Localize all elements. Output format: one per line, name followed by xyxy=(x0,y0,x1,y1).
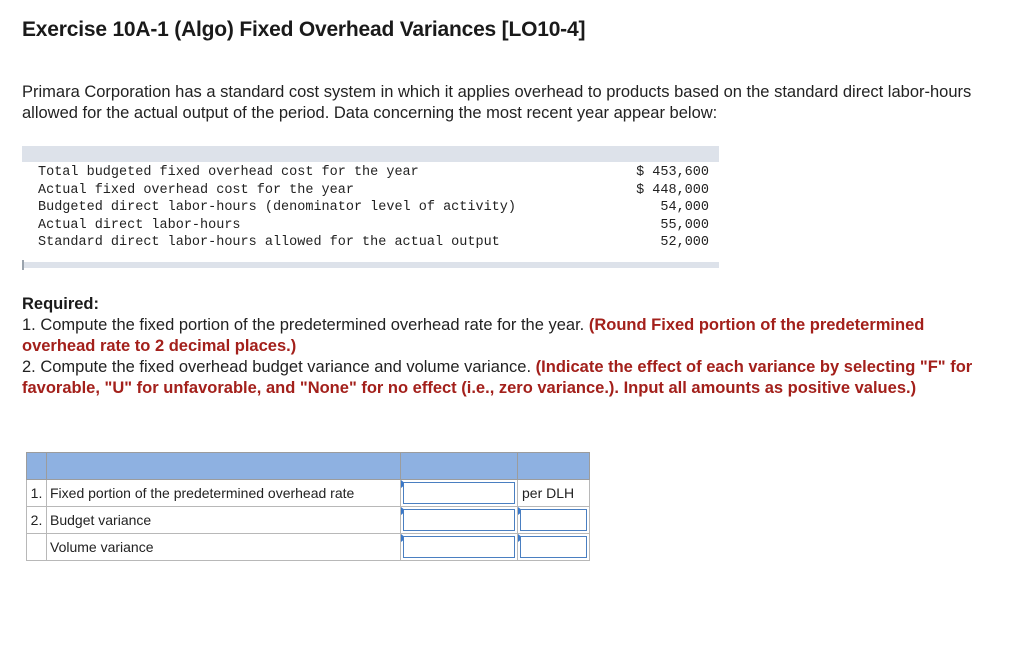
fixed-rate-input[interactable] xyxy=(403,482,515,504)
data-row-value: $ 453,600 xyxy=(636,165,709,180)
answer-table-header xyxy=(27,453,590,480)
data-row-total-budgeted-fixed-overhead xyxy=(38,164,712,181)
volume-variance-effect-cell xyxy=(518,534,590,561)
required-item-2-text: 2. Compute the fixed overhead budget variance and volume variance. xyxy=(22,358,532,376)
budget-variance-effect-select[interactable] xyxy=(520,509,587,531)
volume-variance-amount-cell xyxy=(401,534,518,561)
data-row-value: 54,000 xyxy=(660,200,709,215)
data-row-label: Actual fixed overhead cost for the year xyxy=(38,182,354,198)
data-row-label: Standard direct labor-hours allowed for the actual output xyxy=(38,235,500,250)
required-item-1 xyxy=(22,315,997,357)
answer-table xyxy=(26,452,590,561)
budget-variance-amount-cell xyxy=(401,507,518,534)
volume-variance-input[interactable] xyxy=(403,536,515,558)
header-cell-amount xyxy=(401,453,518,480)
data-row-label: Total budgeted fixed overhead cost for the year xyxy=(38,165,419,180)
data-row-value: $ 448,000 xyxy=(636,182,709,198)
data-row-label: Budgeted direct labor-hours (denominator level of activity) xyxy=(38,200,516,215)
data-table-edge-marker xyxy=(22,260,24,270)
budget-variance-effect-cell xyxy=(518,507,590,534)
unit-cell xyxy=(518,480,590,507)
answer-row-budget-variance xyxy=(27,507,590,534)
row-number xyxy=(27,534,47,561)
data-table-top-bar xyxy=(22,146,719,162)
row-number: 1. xyxy=(27,480,47,507)
row-number: 2. xyxy=(27,507,47,534)
budget-variance-input[interactable] xyxy=(403,509,515,531)
given-data-table xyxy=(22,146,719,268)
header-cell-num xyxy=(27,453,47,480)
page-title: Exercise 10A-1 (Algo) Fixed Overhead Variances [LO10-4] xyxy=(22,18,586,41)
volume-variance-effect-select[interactable] xyxy=(520,536,587,558)
row-label: Budget variance xyxy=(47,507,401,534)
answer-row-volume-variance xyxy=(27,534,590,561)
answer-row-fixed-rate xyxy=(27,480,590,507)
required-section xyxy=(22,294,997,399)
header-cell-label xyxy=(47,453,401,480)
data-row-value: 52,000 xyxy=(660,235,709,250)
fixed-rate-cell xyxy=(401,480,518,507)
data-row-budgeted-dlh xyxy=(38,199,712,216)
data-row-value: 55,000 xyxy=(660,217,709,233)
required-item-2 xyxy=(22,357,997,399)
data-row-actual-dlh xyxy=(38,217,712,234)
data-table-bottom-bar xyxy=(22,262,719,268)
row-label: Volume variance xyxy=(47,534,401,561)
required-item-1-text: 1. Compute the fixed portion of the predetermined overhead rate for the year. xyxy=(22,316,585,334)
required-item-1-note: (Round Fixed portion of the predetermined overhead rate to 2 decimal places.) xyxy=(22,316,925,355)
row-label: Fixed portion of the predetermined overhead rate xyxy=(47,480,401,507)
unit-label: per DLH xyxy=(522,485,575,501)
required-heading: Required: xyxy=(22,295,100,313)
data-row-standard-dlh-allowed xyxy=(38,234,712,251)
header-cell-unit xyxy=(518,453,590,480)
problem-intro: Primara Corporation has a standard cost system in which it applies overhead to products based on the standard direct labor-hours allowed for the actual output of the period. Data concerning the most recent year appear below: xyxy=(22,83,972,122)
required-item-2-note: (Indicate the effect of each variance by selecting "F" for favorable, "U" for unfavorable, and "None" for no effect (i.e., zero variance.). Input all amounts as positive values.) xyxy=(22,358,973,397)
data-row-actual-fixed-overhead xyxy=(38,182,712,199)
data-row-label: Actual direct labor-hours xyxy=(38,217,241,233)
